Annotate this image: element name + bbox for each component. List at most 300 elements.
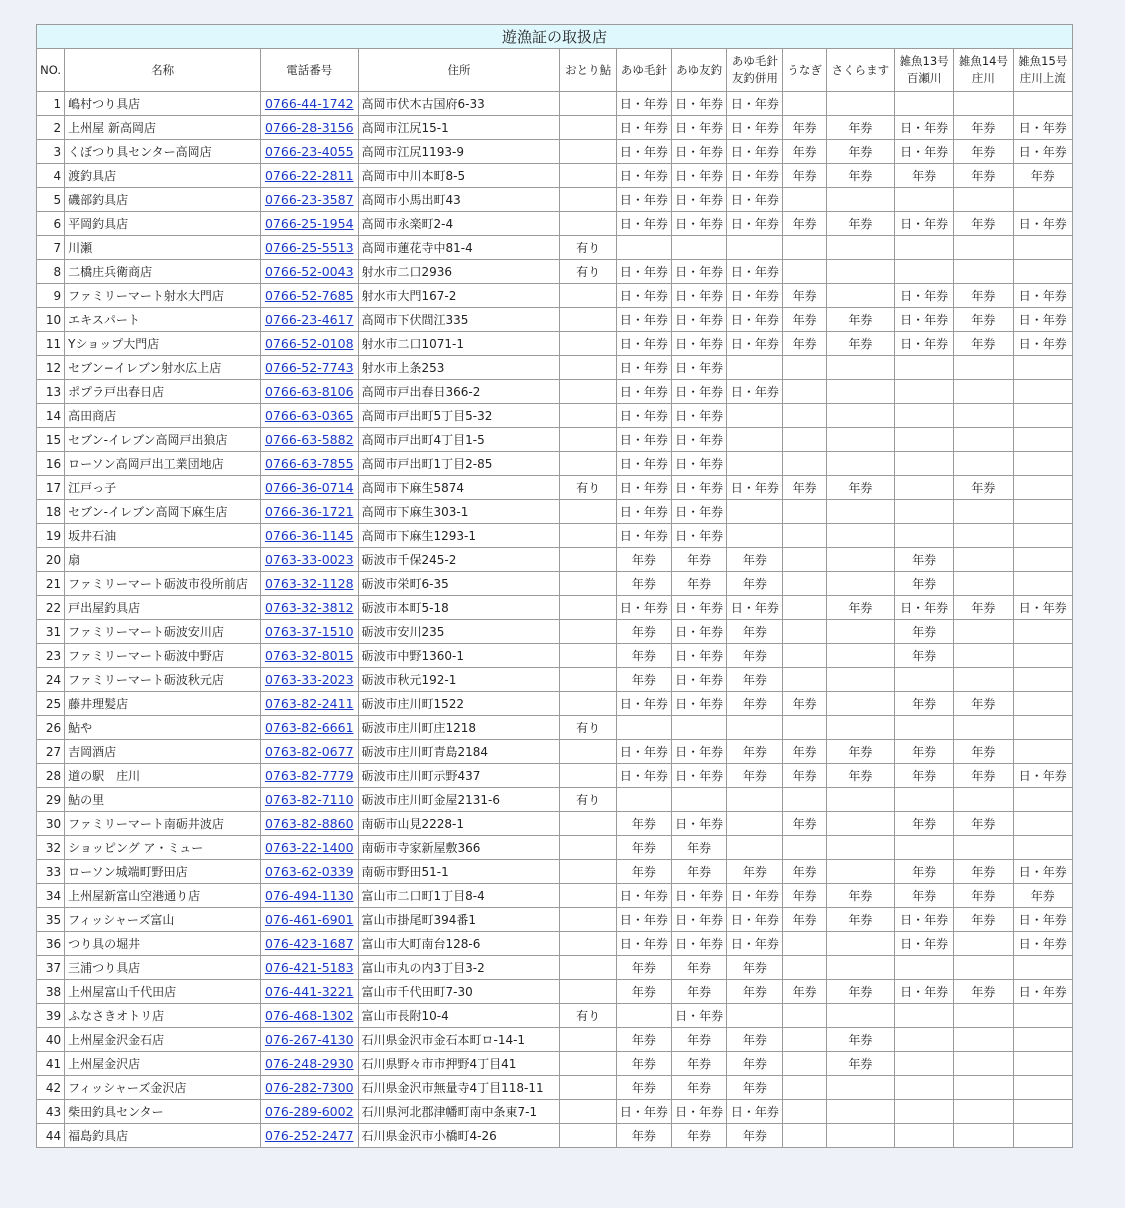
ayu-heiyo-cell bbox=[727, 524, 783, 548]
address: 高岡市中川本町8-5 bbox=[358, 164, 560, 188]
phone-link[interactable]: 076-494-1130 bbox=[264, 888, 354, 903]
phone-link[interactable]: 076-252-2477 bbox=[264, 1128, 354, 1143]
zako14-cell bbox=[954, 356, 1013, 380]
header-ayu-tomo: あゆ友釣 bbox=[671, 49, 726, 92]
ayu-tomo-cell: 日・年券 bbox=[671, 404, 726, 428]
sakuramasu-cell: 年券 bbox=[826, 908, 894, 932]
unagi-cell bbox=[783, 548, 826, 572]
phone-link[interactable]: 076-461-6901 bbox=[264, 912, 354, 927]
header-ayu-heiyo-line1: あゆ毛針 bbox=[731, 54, 778, 68]
address: 砺波市栄町6-35 bbox=[358, 572, 560, 596]
unagi-cell: 年券 bbox=[783, 812, 826, 836]
zako14-cell bbox=[954, 836, 1013, 860]
sakuramasu-cell bbox=[826, 260, 894, 284]
otori-cell bbox=[560, 1028, 616, 1052]
zako15-cell bbox=[1013, 644, 1072, 668]
ayu-kebari-cell: 日・年券 bbox=[616, 524, 671, 548]
row-no: 13 bbox=[37, 380, 65, 404]
table-row bbox=[37, 452, 1073, 476]
zako13-cell bbox=[895, 260, 954, 284]
phone-cell bbox=[261, 452, 358, 476]
zako13-cell: 年券 bbox=[895, 548, 954, 572]
table-row bbox=[37, 428, 1073, 452]
table-row bbox=[37, 596, 1073, 620]
header-zako13-line1: 雑魚13号 bbox=[899, 54, 949, 68]
otori-cell bbox=[560, 812, 616, 836]
sakuramasu-cell: 年券 bbox=[826, 980, 894, 1004]
ayu-kebari-cell: 日・年券 bbox=[616, 284, 671, 308]
shop-name: 福島釣具店 bbox=[65, 1124, 261, 1148]
table-row bbox=[37, 836, 1073, 860]
zako15-cell bbox=[1013, 836, 1072, 860]
ayu-tomo-cell: 日・年券 bbox=[671, 620, 726, 644]
ayu-heiyo-cell: 日・年券 bbox=[727, 908, 783, 932]
zako14-cell bbox=[954, 92, 1013, 116]
zako13-cell bbox=[895, 92, 954, 116]
row-no: 34 bbox=[37, 884, 65, 908]
phone-link[interactable]: 0766-63-0365 bbox=[264, 408, 354, 423]
header-row bbox=[37, 49, 1073, 92]
address: 南砺市山見2228-1 bbox=[358, 812, 560, 836]
phone-link[interactable]: 0763-32-8015 bbox=[264, 648, 354, 663]
ayu-kebari-cell: 日・年券 bbox=[616, 740, 671, 764]
zako15-cell bbox=[1013, 356, 1072, 380]
shop-name: 鮎の里 bbox=[65, 788, 261, 812]
otori-cell bbox=[560, 380, 616, 404]
ayu-kebari-cell: 年券 bbox=[616, 812, 671, 836]
shop-name: 磯部釣具店 bbox=[65, 188, 261, 212]
phone-link[interactable]: 0766-23-4055 bbox=[264, 144, 354, 159]
unagi-cell bbox=[783, 452, 826, 476]
table-row bbox=[37, 1028, 1073, 1052]
ayu-kebari-cell: 日・年券 bbox=[616, 764, 671, 788]
row-no: 37 bbox=[37, 956, 65, 980]
row-no: 28 bbox=[37, 764, 65, 788]
header-zako15-line2: 庄川上流 bbox=[1019, 71, 1066, 85]
phone-cell bbox=[261, 764, 358, 788]
address: 富山市長附10-4 bbox=[358, 1004, 560, 1028]
unagi-cell bbox=[783, 1100, 826, 1124]
ayu-kebari-cell: 年券 bbox=[616, 1052, 671, 1076]
table-row bbox=[37, 212, 1073, 236]
table-row bbox=[37, 1100, 1073, 1124]
table-row bbox=[37, 1052, 1073, 1076]
table-row bbox=[37, 788, 1073, 812]
zako14-cell bbox=[954, 428, 1013, 452]
otori-cell: 有り bbox=[560, 716, 616, 740]
ayu-tomo-cell: 日・年券 bbox=[671, 884, 726, 908]
zako15-cell bbox=[1013, 1100, 1072, 1124]
zako13-cell bbox=[895, 500, 954, 524]
ayu-tomo-cell: 年券 bbox=[671, 548, 726, 572]
zako14-cell bbox=[954, 668, 1013, 692]
zako15-cell bbox=[1013, 500, 1072, 524]
ayu-kebari-cell: 年券 bbox=[616, 1076, 671, 1100]
ayu-tomo-cell: 日・年券 bbox=[671, 668, 726, 692]
phone-cell bbox=[261, 284, 358, 308]
ayu-heiyo-cell: 日・年券 bbox=[727, 332, 783, 356]
phone-link[interactable]: 076-441-3221 bbox=[264, 984, 354, 999]
zako13-cell: 年券 bbox=[895, 644, 954, 668]
phone-link[interactable]: 0763-32-3812 bbox=[264, 600, 354, 615]
otori-cell bbox=[560, 116, 616, 140]
sakuramasu-cell: 年券 bbox=[826, 308, 894, 332]
zako14-cell bbox=[954, 452, 1013, 476]
ayu-kebari-cell bbox=[616, 788, 671, 812]
ayu-heiyo-cell: 年券 bbox=[727, 1052, 783, 1076]
row-no: 29 bbox=[37, 788, 65, 812]
phone-link[interactable]: 076-289-6002 bbox=[264, 1104, 354, 1119]
address: 富山市大町南台128-6 bbox=[358, 932, 560, 956]
zako14-cell bbox=[954, 620, 1013, 644]
phone-link[interactable]: 0763-32-1128 bbox=[264, 576, 354, 591]
zako13-cell: 日・年券 bbox=[895, 596, 954, 620]
row-no: 33 bbox=[37, 860, 65, 884]
phone-link[interactable]: 076-421-5183 bbox=[264, 960, 354, 975]
sakuramasu-cell bbox=[826, 452, 894, 476]
phone-link[interactable]: 076-282-7300 bbox=[264, 1080, 354, 1095]
zako14-cell: 年券 bbox=[954, 740, 1013, 764]
phone-link[interactable]: 0763-33-0023 bbox=[264, 552, 354, 567]
zako15-cell bbox=[1013, 404, 1072, 428]
zako14-cell bbox=[954, 956, 1013, 980]
phone-cell bbox=[261, 332, 358, 356]
zako14-cell bbox=[954, 572, 1013, 596]
zako15-cell: 日・年券 bbox=[1013, 284, 1072, 308]
ayu-kebari-cell: 年券 bbox=[616, 620, 671, 644]
phone-cell bbox=[261, 548, 358, 572]
phone-link[interactable]: 0766-23-3587 bbox=[264, 192, 354, 207]
otori-cell bbox=[560, 284, 616, 308]
phone-link[interactable]: 0766-63-7855 bbox=[264, 456, 354, 471]
zako13-cell: 日・年券 bbox=[895, 284, 954, 308]
table-row bbox=[37, 812, 1073, 836]
ayu-tomo-cell: 年券 bbox=[671, 860, 726, 884]
ayu-heiyo-cell bbox=[727, 428, 783, 452]
ayu-tomo-cell: 日・年券 bbox=[671, 500, 726, 524]
sakuramasu-cell bbox=[826, 500, 894, 524]
row-no: 36 bbox=[37, 932, 65, 956]
phone-link[interactable]: 0766-63-8106 bbox=[264, 384, 354, 399]
shop-name: ファミリーマート南砺井波店 bbox=[65, 812, 261, 836]
sakuramasu-cell bbox=[826, 836, 894, 860]
zako15-cell: 年券 bbox=[1013, 884, 1072, 908]
ayu-kebari-cell: 日・年券 bbox=[616, 116, 671, 140]
shop-name: ファミリーマート砺波安川店 bbox=[65, 620, 261, 644]
table-row bbox=[37, 572, 1073, 596]
header-zako14 bbox=[954, 49, 1013, 92]
row-no: 27 bbox=[37, 740, 65, 764]
header-sakuramasu: さくらます bbox=[826, 49, 894, 92]
address: 砺波市庄川町庄1218 bbox=[358, 716, 560, 740]
phone-link[interactable]: 0766-52-0043 bbox=[264, 264, 354, 279]
unagi-cell: 年券 bbox=[783, 116, 826, 140]
ayu-heiyo-cell bbox=[727, 812, 783, 836]
zako14-cell bbox=[954, 404, 1013, 428]
sakuramasu-cell bbox=[826, 428, 894, 452]
sakuramasu-cell bbox=[826, 356, 894, 380]
unagi-cell bbox=[783, 644, 826, 668]
table-row bbox=[37, 500, 1073, 524]
sakuramasu-cell bbox=[826, 692, 894, 716]
phone-cell bbox=[261, 692, 358, 716]
row-no: 30 bbox=[37, 812, 65, 836]
phone-link[interactable]: 0766-36-1721 bbox=[264, 504, 354, 519]
ayu-kebari-cell: 日・年券 bbox=[616, 476, 671, 500]
zako13-cell: 年券 bbox=[895, 812, 954, 836]
phone-cell bbox=[261, 836, 358, 860]
phone-link[interactable]: 0763-82-7110 bbox=[264, 792, 354, 807]
unagi-cell: 年券 bbox=[783, 308, 826, 332]
phone-link[interactable]: 0766-28-3156 bbox=[264, 120, 354, 135]
table-row bbox=[37, 188, 1073, 212]
unagi-cell: 年券 bbox=[783, 476, 826, 500]
ayu-kebari-cell: 年券 bbox=[616, 980, 671, 1004]
phone-link[interactable]: 0766-52-7743 bbox=[264, 360, 354, 375]
zako13-cell bbox=[895, 236, 954, 260]
ayu-heiyo-cell: 年券 bbox=[727, 1028, 783, 1052]
zako13-cell bbox=[895, 668, 954, 692]
ayu-heiyo-cell: 日・年券 bbox=[727, 308, 783, 332]
phone-link[interactable]: 0763-22-1400 bbox=[264, 840, 354, 855]
ayu-heiyo-cell: 日・年券 bbox=[727, 188, 783, 212]
phone-cell bbox=[261, 428, 358, 452]
phone-link[interactable]: 0766-52-0108 bbox=[264, 336, 354, 351]
otori-cell bbox=[560, 740, 616, 764]
phone-cell bbox=[261, 716, 358, 740]
address: 砺波市千保245-2 bbox=[358, 548, 560, 572]
sakuramasu-cell bbox=[826, 188, 894, 212]
table-row bbox=[37, 1076, 1073, 1100]
ayu-heiyo-cell: 年券 bbox=[727, 548, 783, 572]
ayu-tomo-cell: 年券 bbox=[671, 836, 726, 860]
phone-cell bbox=[261, 1124, 358, 1148]
zako14-cell bbox=[954, 500, 1013, 524]
shop-name: 高田商店 bbox=[65, 404, 261, 428]
phone-link[interactable]: 0766-52-7685 bbox=[264, 288, 354, 303]
phone-link[interactable]: 0766-44-1742 bbox=[264, 96, 354, 111]
unagi-cell bbox=[783, 1076, 826, 1100]
row-no: 10 bbox=[37, 308, 65, 332]
phone-link[interactable]: 0763-37-1510 bbox=[264, 624, 354, 639]
table-row bbox=[37, 476, 1073, 500]
sakuramasu-cell bbox=[826, 524, 894, 548]
zako15-cell: 日・年券 bbox=[1013, 908, 1072, 932]
address: 高岡市戸出春日366-2 bbox=[358, 380, 560, 404]
ayu-heiyo-cell: 日・年券 bbox=[727, 140, 783, 164]
table-row bbox=[37, 92, 1073, 116]
shop-name: 平岡釣具店 bbox=[65, 212, 261, 236]
zako13-cell bbox=[895, 788, 954, 812]
shop-name: セブン-イレブン高岡下麻生店 bbox=[65, 500, 261, 524]
phone-link[interactable]: 0763-62-0339 bbox=[264, 864, 354, 879]
phone-link[interactable]: 0766-36-1145 bbox=[264, 528, 354, 543]
ayu-heiyo-cell bbox=[727, 452, 783, 476]
ayu-kebari-cell: 日・年券 bbox=[616, 164, 671, 188]
ayu-heiyo-cell: 年券 bbox=[727, 620, 783, 644]
sakuramasu-cell: 年券 bbox=[826, 740, 894, 764]
unagi-cell bbox=[783, 500, 826, 524]
sakuramasu-cell: 年券 bbox=[826, 476, 894, 500]
ayu-kebari-cell: 年券 bbox=[616, 668, 671, 692]
table-row bbox=[37, 716, 1073, 740]
sakuramasu-cell bbox=[826, 548, 894, 572]
row-no: 42 bbox=[37, 1076, 65, 1100]
unagi-cell bbox=[783, 956, 826, 980]
zako15-cell bbox=[1013, 428, 1072, 452]
ayu-tomo-cell: 日・年券 bbox=[671, 1004, 726, 1028]
address: 高岡市伏木古国府6-33 bbox=[358, 92, 560, 116]
ayu-heiyo-cell: 日・年券 bbox=[727, 380, 783, 404]
sakuramasu-cell bbox=[826, 644, 894, 668]
phone-link[interactable]: 076-248-2930 bbox=[264, 1056, 354, 1071]
sakuramasu-cell bbox=[826, 812, 894, 836]
phone-link[interactable]: 0763-82-0677 bbox=[264, 744, 354, 759]
zako13-cell: 年券 bbox=[895, 572, 954, 596]
phone-cell bbox=[261, 500, 358, 524]
sakuramasu-cell bbox=[826, 1124, 894, 1148]
ayu-tomo-cell: 年券 bbox=[671, 1124, 726, 1148]
zako15-cell bbox=[1013, 452, 1072, 476]
otori-cell bbox=[560, 884, 616, 908]
zako15-cell bbox=[1013, 956, 1072, 980]
table-row bbox=[37, 380, 1073, 404]
otori-cell bbox=[560, 452, 616, 476]
table-row bbox=[37, 116, 1073, 140]
ayu-tomo-cell: 年券 bbox=[671, 1052, 726, 1076]
ayu-tomo-cell: 日・年券 bbox=[671, 740, 726, 764]
dealer-table bbox=[36, 24, 1073, 1148]
sakuramasu-cell: 年券 bbox=[826, 1052, 894, 1076]
phone-link[interactable]: 0763-82-6661 bbox=[264, 720, 354, 735]
zako13-cell: 日・年券 bbox=[895, 932, 954, 956]
ayu-tomo-cell: 日・年券 bbox=[671, 452, 726, 476]
unagi-cell bbox=[783, 932, 826, 956]
zako14-cell: 年券 bbox=[954, 860, 1013, 884]
sakuramasu-cell: 年券 bbox=[826, 1028, 894, 1052]
table-row bbox=[37, 644, 1073, 668]
ayu-kebari-cell bbox=[616, 716, 671, 740]
row-no: 6 bbox=[37, 212, 65, 236]
otori-cell bbox=[560, 548, 616, 572]
phone-link[interactable]: 0763-33-2023 bbox=[264, 672, 354, 687]
sakuramasu-cell: 年券 bbox=[826, 332, 894, 356]
address: 高岡市下麻生303-1 bbox=[358, 500, 560, 524]
ayu-heiyo-cell: 年券 bbox=[727, 740, 783, 764]
sakuramasu-cell bbox=[826, 572, 894, 596]
address: 高岡市戸出町5丁目5-32 bbox=[358, 404, 560, 428]
table-row bbox=[37, 1004, 1073, 1028]
shop-name: セブン-イレブン高岡戸出狼店 bbox=[65, 428, 261, 452]
ayu-kebari-cell: 年券 bbox=[616, 1124, 671, 1148]
zako13-cell: 年券 bbox=[895, 764, 954, 788]
phone-link[interactable]: 0763-82-8860 bbox=[264, 816, 354, 831]
shop-name: ローソン城端町野田店 bbox=[65, 860, 261, 884]
zako13-cell bbox=[895, 1124, 954, 1148]
zako15-cell bbox=[1013, 1004, 1072, 1028]
ayu-tomo-cell: 日・年券 bbox=[671, 188, 726, 212]
zako13-cell: 日・年券 bbox=[895, 116, 954, 140]
phone-link[interactable]: 0766-23-4617 bbox=[264, 312, 354, 327]
phone-cell bbox=[261, 1052, 358, 1076]
shop-name: 吉岡酒店 bbox=[65, 740, 261, 764]
zako14-cell bbox=[954, 260, 1013, 284]
zako15-cell bbox=[1013, 260, 1072, 284]
table-row bbox=[37, 548, 1073, 572]
table-row bbox=[37, 404, 1073, 428]
shop-name: 上州屋富山千代田店 bbox=[65, 980, 261, 1004]
shop-name: 上州屋新富山空港通り店 bbox=[65, 884, 261, 908]
phone-link[interactable]: 0766-36-0714 bbox=[264, 480, 354, 495]
zako15-cell: 日・年券 bbox=[1013, 116, 1072, 140]
ayu-kebari-cell: 日・年券 bbox=[616, 692, 671, 716]
phone-link[interactable]: 076-267-4130 bbox=[264, 1032, 354, 1047]
phone-link[interactable]: 076-468-1302 bbox=[264, 1008, 354, 1023]
ayu-tomo-cell: 日・年券 bbox=[671, 332, 726, 356]
otori-cell bbox=[560, 500, 616, 524]
ayu-tomo-cell: 日・年券 bbox=[671, 428, 726, 452]
table-row bbox=[37, 692, 1073, 716]
phone-cell bbox=[261, 740, 358, 764]
ayu-heiyo-cell: 日・年券 bbox=[727, 932, 783, 956]
address: 砺波市庄川町示野437 bbox=[358, 764, 560, 788]
unagi-cell bbox=[783, 836, 826, 860]
table-row bbox=[37, 956, 1073, 980]
ayu-heiyo-cell: 日・年券 bbox=[727, 260, 783, 284]
ayu-tomo-cell: 日・年券 bbox=[671, 692, 726, 716]
phone-link[interactable]: 0763-82-2411 bbox=[264, 696, 354, 711]
row-no: 35 bbox=[37, 908, 65, 932]
zako14-cell: 年券 bbox=[954, 908, 1013, 932]
zako15-cell bbox=[1013, 1076, 1072, 1100]
phone-cell bbox=[261, 212, 358, 236]
unagi-cell bbox=[783, 524, 826, 548]
otori-cell bbox=[560, 764, 616, 788]
phone-link[interactable]: 0766-63-5882 bbox=[264, 432, 354, 447]
unagi-cell bbox=[783, 620, 826, 644]
table-row bbox=[37, 284, 1073, 308]
row-no: 5 bbox=[37, 188, 65, 212]
ayu-tomo-cell: 日・年券 bbox=[671, 932, 726, 956]
table-body bbox=[37, 92, 1073, 1148]
shop-name: 道の駅 庄川 bbox=[65, 764, 261, 788]
otori-cell bbox=[560, 620, 616, 644]
otori-cell: 有り bbox=[560, 260, 616, 284]
address: 石川県金沢市金石本町ロ-14-1 bbox=[358, 1028, 560, 1052]
phone-link[interactable]: 0763-82-7779 bbox=[264, 768, 354, 783]
zako15-cell: 日・年券 bbox=[1013, 332, 1072, 356]
phone-link[interactable]: 076-423-1687 bbox=[264, 936, 354, 951]
header-ayu-heiyo-line2: 友釣併用 bbox=[731, 71, 778, 85]
phone-link[interactable]: 0766-25-1954 bbox=[264, 216, 354, 231]
ayu-heiyo-cell: 日・年券 bbox=[727, 284, 783, 308]
address: 砺波市中野1360-1 bbox=[358, 644, 560, 668]
otori-cell bbox=[560, 860, 616, 884]
phone-link[interactable]: 0766-22-2811 bbox=[264, 168, 354, 183]
zako13-cell bbox=[895, 1076, 954, 1100]
unagi-cell: 年券 bbox=[783, 980, 826, 1004]
zako14-cell bbox=[954, 548, 1013, 572]
sakuramasu-cell bbox=[826, 1100, 894, 1124]
shop-name: 二橋庄兵衛商店 bbox=[65, 260, 261, 284]
ayu-kebari-cell: 日・年券 bbox=[616, 596, 671, 620]
phone-cell bbox=[261, 644, 358, 668]
zako14-cell: 年券 bbox=[954, 212, 1013, 236]
phone-link[interactable]: 0766-25-5513 bbox=[264, 240, 354, 255]
zako15-cell bbox=[1013, 668, 1072, 692]
ayu-kebari-cell: 年券 bbox=[616, 1028, 671, 1052]
zako14-cell bbox=[954, 1100, 1013, 1124]
